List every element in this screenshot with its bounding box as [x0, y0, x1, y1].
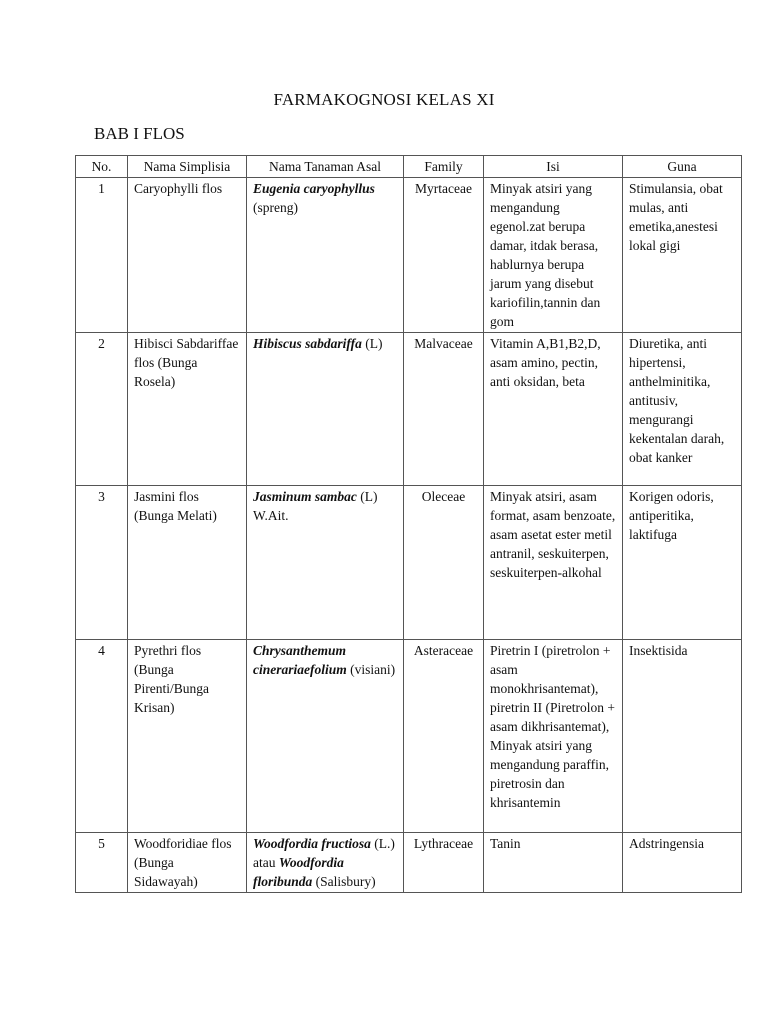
author-text: (L): [361, 336, 383, 351]
author-text: (visiani): [346, 662, 396, 677]
cell-guna: Adstringensia: [623, 833, 742, 893]
cell-isi: Minyak atsiri, asam format, asam benzoate, asam asetat ester metil antranil, seskuiterpen, seskuiterpen-alkohal: [484, 486, 623, 640]
table-row: [76, 178, 742, 333]
latin-name: Chrysanthemum cinerariaefolium: [253, 643, 347, 677]
latin-name: Woodfordia fructiosa: [253, 836, 371, 851]
cell-isi: Tanin: [484, 833, 623, 893]
table-row: [76, 833, 742, 893]
cell-no: 4: [76, 640, 128, 833]
cell-simplisia: Jasmini flos (Bunga Melati): [128, 486, 247, 640]
header-isi: Isi: [484, 156, 623, 178]
table-header-row: [76, 156, 742, 178]
cell-tanaman: [247, 333, 404, 486]
header-guna: Guna: [623, 156, 742, 178]
cell-no: 2: [76, 333, 128, 486]
cell-simplisia: Pyrethri flos (Bunga Pirenti/Bunga Krisan): [128, 640, 247, 833]
author-text: (spreng): [253, 200, 298, 215]
cell-guna: Diuretika, anti hipertensi, anthelminitika, antitusiv, mengurangi kekentalan darah, obat kanker: [623, 333, 742, 486]
cell-tanaman: [247, 833, 404, 893]
header-nama-tanaman-asal: Nama Tanaman Asal: [247, 156, 404, 178]
latin-name: Hibiscus sabdariffa: [253, 336, 362, 351]
cell-family: Oleceae: [404, 486, 484, 640]
latin-name: Jasminum sambac: [253, 489, 357, 504]
cell-tanaman: [247, 486, 404, 640]
flos-table: [75, 155, 742, 893]
author-text: (L) W.Ait.: [253, 489, 378, 523]
table-row: [76, 333, 742, 486]
cell-family: Lythraceae: [404, 833, 484, 893]
cell-simplisia: Caryophylli flos: [128, 178, 247, 333]
header-nama-simplisia: Nama Simplisia: [128, 156, 247, 178]
table-row: [76, 486, 742, 640]
table-row: [76, 640, 742, 833]
cell-no: 1: [76, 178, 128, 333]
header-no: No.: [76, 156, 128, 178]
cell-family: Myrtaceae: [404, 178, 484, 333]
page-title: FARMAKOGNOSI KELAS XI: [273, 90, 495, 109]
cell-family: Asteraceae: [404, 640, 484, 833]
cell-tanaman: [247, 178, 404, 333]
cell-isi: Vitamin A,B1,B2,D, asam amino, pectin, anti oksidan, beta: [484, 333, 623, 486]
cell-simplisia: Woodforidiae flos (Bunga Sidawayah): [128, 833, 247, 893]
chapter-heading: BAB I FLOS: [94, 124, 185, 143]
latin-name: Eugenia caryophyllus: [253, 181, 375, 196]
cell-tanaman: [247, 640, 404, 833]
cell-no: 5: [76, 833, 128, 893]
cell-guna: Stimulansia, obat mulas, anti emetika,anestesi lokal gigi: [623, 178, 742, 333]
cell-isi: Minyak atsiri yang mengandung egenol.zat berupa damar, itdak berasa, hablurnya berupa jarum yang disebut kariofilin,tannin dan gom: [484, 178, 623, 333]
latin-name-alt: Woodfordia floribunda: [253, 855, 344, 889]
cell-family: Malvaceae: [404, 333, 484, 486]
author-text: (L.) atau: [253, 836, 395, 870]
cell-no: 3: [76, 486, 128, 640]
cell-isi: Piretrin I (piretrolon + asam monokhrisantemat), piretrin II (Piretrolon + asam dikhrisantemat), Minyak atsiri yang mengandung paraffin, piretrosin dan khrisantemin: [484, 640, 623, 833]
cell-guna: Korigen odoris, antiperitika, laktifuga: [623, 486, 742, 640]
cell-guna: Insektisida: [623, 640, 742, 833]
cell-simplisia: Hibisci Sabdariffae flos (Bunga Rosela): [128, 333, 247, 486]
author-text-alt: (Salisbury): [312, 874, 376, 889]
header-family: Family: [404, 156, 484, 178]
